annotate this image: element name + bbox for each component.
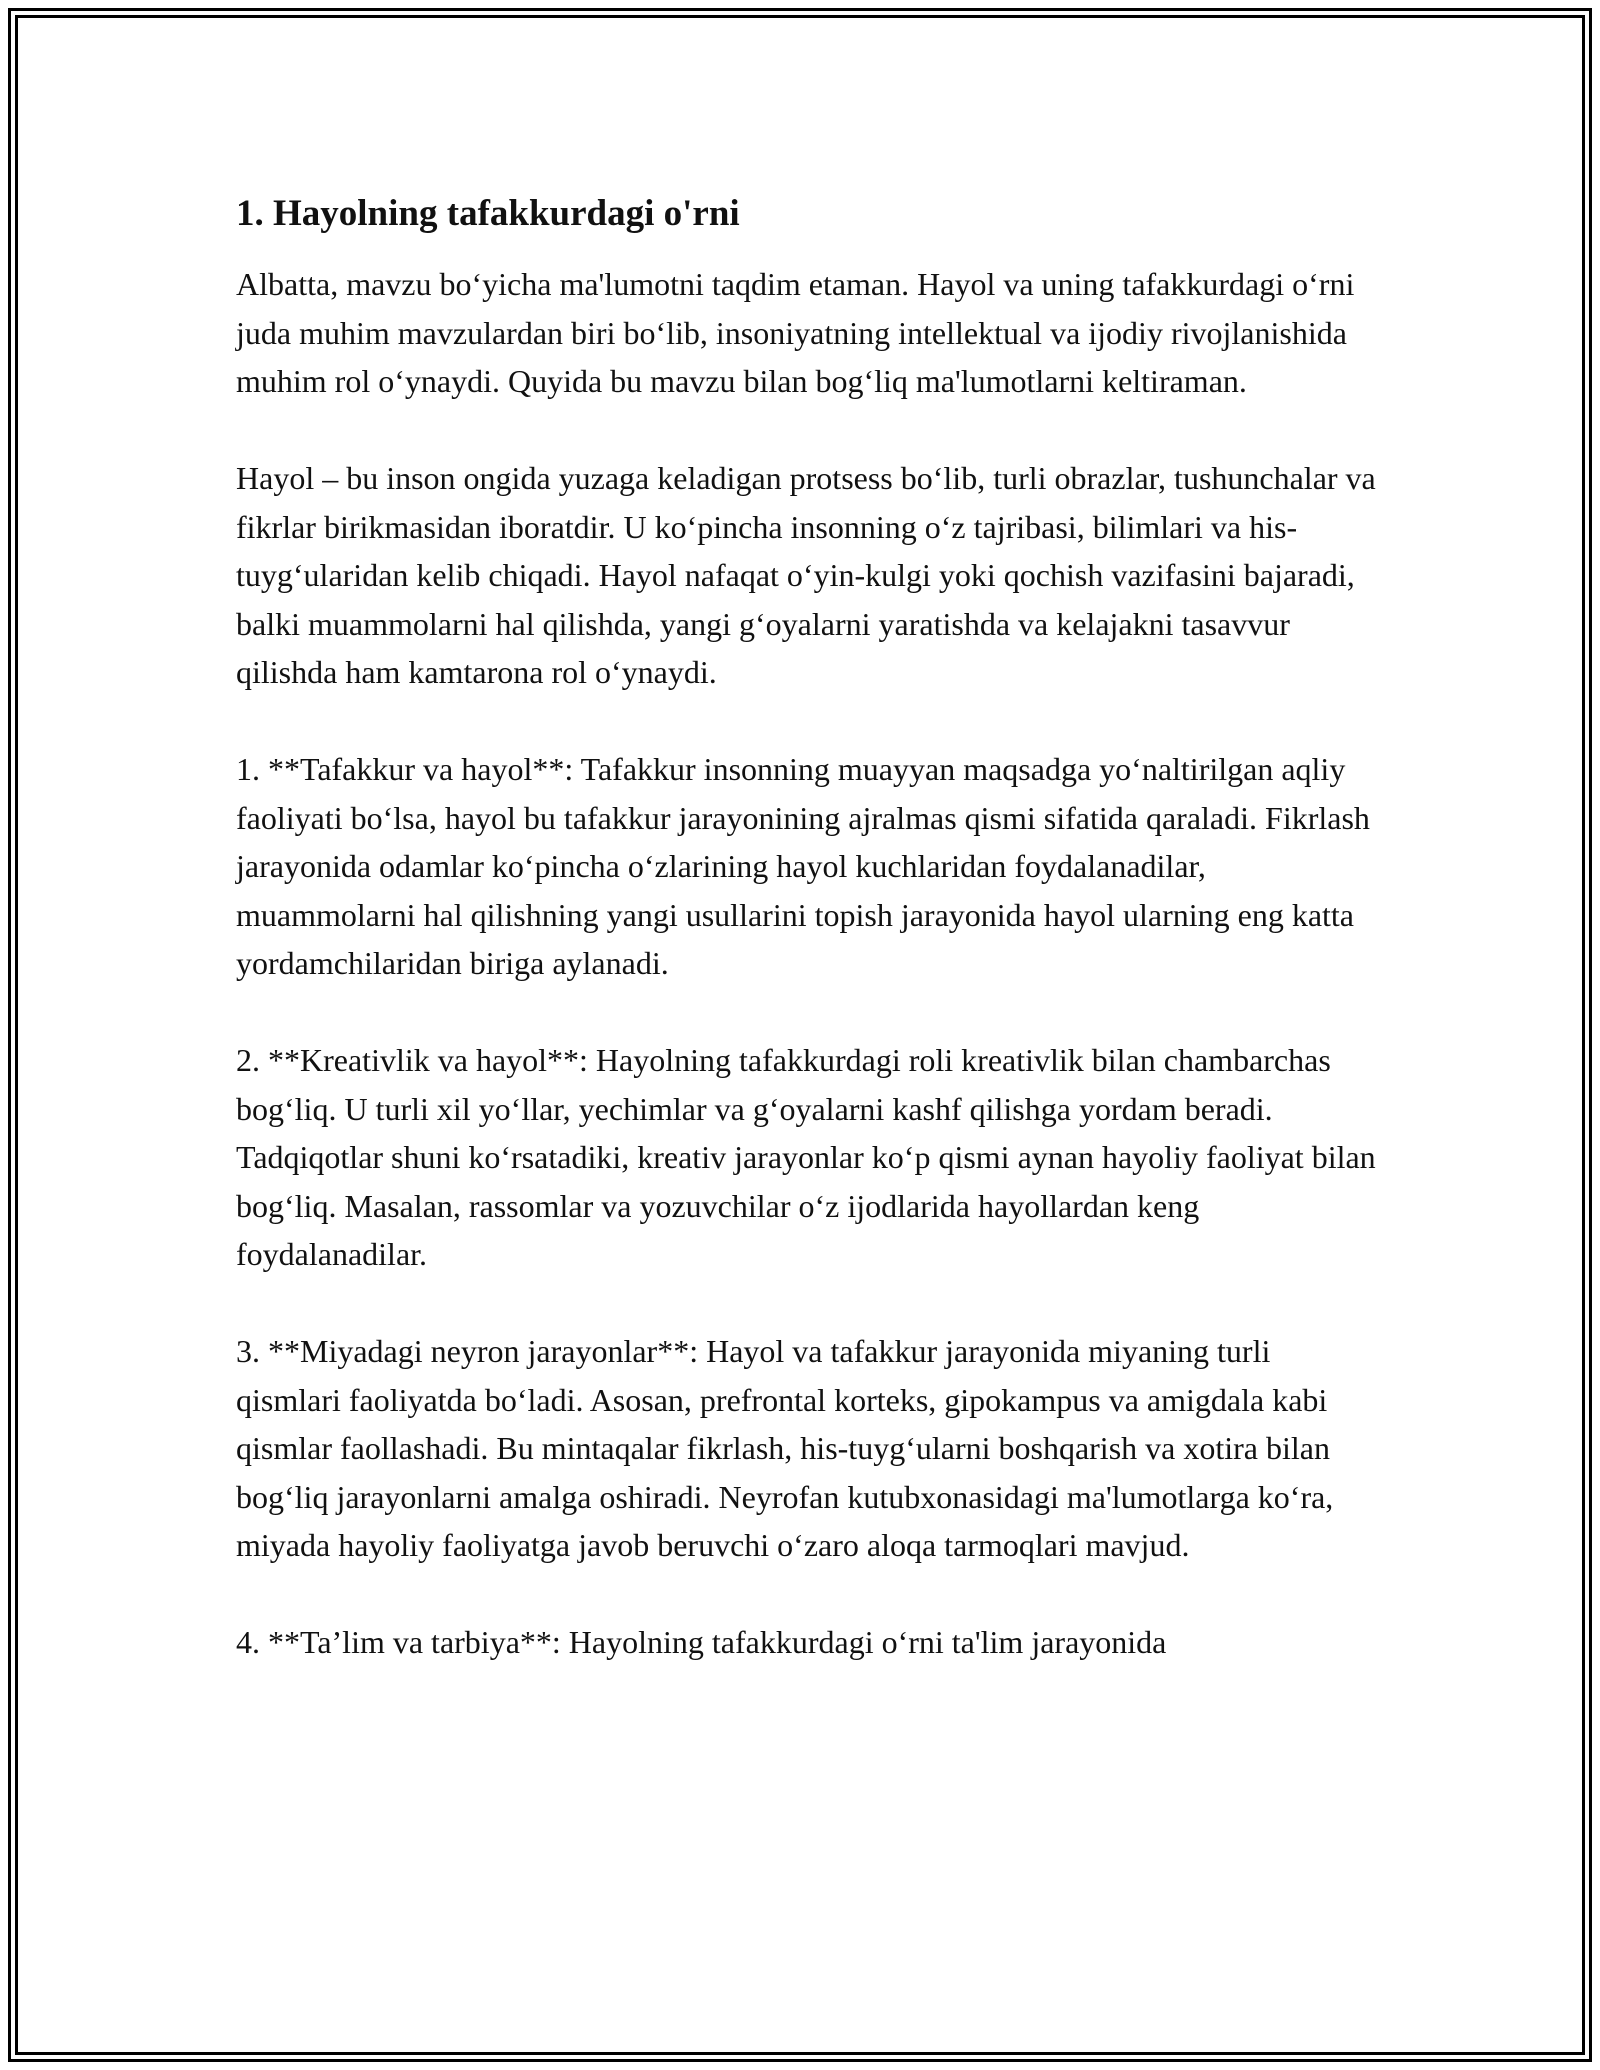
paragraph-point-4: 4. **Ta’lim va tarbiya**: Hayolning tafakkurdagi o‘rni ta'lim jarayonida [236,1624,1167,1660]
paragraph-point-2: 2. **Kreativlik va hayol**: Hayolning tafakkurdagi roli kreativlik bilan chambarchas bog‘liq. U turli xil yo‘llar, yechimlar va g‘oyalarni kashf qilishga yordam beradi. Tadqiqotlar shuni ko‘rsatadiki, kreativ jarayonlar ko‘p qismi aynan hayoliy faoliyat bilan bog‘liq. Masalan, rassomlar va yozuvchilar o‘z ijodlarida hayollardan keng foydalanadilar. [236,1042,1376,1272]
document-body [236,186,1376,1667]
paragraph-definition: Hayol – bu inson ongida yuzaga keladigan protsess bo‘lib, turli obrazlar, tushunchalar va fikrlar birikmasidan iboratdir. U ko‘pincha insonning o‘z tajribasi, bilimlari va his-tuyg‘ularidan kelib chiqadi. Hayol nafaqat o‘yin-kulgi yoki qochish vazifasini bajaradi, balki muammolarni hal qilishda, yangi g‘oyalarni yaratishda va kelajakni tasavvur qilishda ham kamtarona rol o‘ynaydi. [236,460,1376,690]
document-title: 1. Hayolning tafakkurdagi o'rni [236,193,740,234]
paragraph-point-1: 1. **Tafakkur va hayol**: Tafakkur insonning muayyan maqsadga yo‘naltirilgan aqliy faoliyati bo‘lsa, hayol bu tafakkur jarayonining ajralmas qismi sifatida qaraladi. Fikrlash jarayonida odamlar ko‘pincha o‘zlarining hayol kuchlaridan foydalanadilar, muammolarni hal qilishning yangi usullarini topish jarayonida hayol ularning eng katta yordamchilaridan biriga aylanadi. [236,751,1370,981]
paragraph-point-3: 3. **Miyadagi neyron jarayonlar**: Hayol va tafakkur jarayonida miyaning turli qismlari faoliyatda bo‘ladi. Asosan, prefrontal korteks, gipokampus va amigdala kabi qismlar faollashadi. Bu mintaqalar fikrlash, his-tuyg‘ularni boshqarish va xotira bilan bog‘liq jarayonlarni amalga oshiradi. Neyrofan kutubxonasidagi ma'lumotlarga ko‘ra, miyada hayoliy faoliyatga javob beruvchi o‘zaro aloqa tarmoqlari mavjud. [236,1333,1334,1563]
paragraph-intro: Albatta, mavzu bo‘yicha ma'lumotni taqdim etaman. Hayol va uning tafakkurdagi o‘rni juda muhim mavzulardan biri bo‘lib, insoniyatning intellektual va ijodiy rivojlanishida muhim rol o‘ynaydi. Quyida bu mavzu bilan bog‘liq ma'lumotlarni keltiraman. [236,266,1355,399]
